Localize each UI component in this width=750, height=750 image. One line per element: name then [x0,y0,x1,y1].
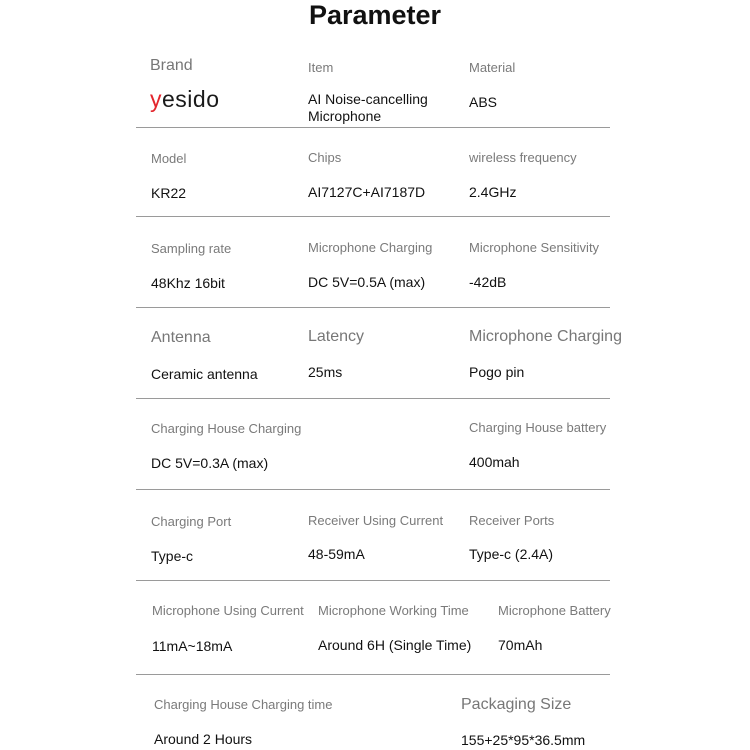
row-divider [136,307,610,308]
yesido-logo [150,86,219,113]
receiver-ports-label: Receiver Ports [469,513,555,528]
chips-label: Chips [308,150,342,165]
row-divider [136,580,610,581]
microphone-working-time-label: Microphone Working Time [318,603,469,618]
page-title: Parameter [308,0,442,30]
material-value: ABS [469,94,498,110]
microphone-using-current-value: 11mA~18mA [152,638,233,654]
logo-initial: y [150,86,162,112]
antenna-value: Ceramic antenna [151,366,258,382]
wireless-frequency-value: 2.4GHz [469,184,517,200]
model-label: Model [151,151,187,166]
row-divider [136,489,610,490]
microphone-charging-label: Microphone Charging [308,240,433,255]
charging-house-charging-time-value: Around 2 Hours [154,731,253,747]
sampling-rate-value: 48Khz 16bit [151,275,225,291]
logo-text [150,86,219,112]
charging-house-charging-label: Charging House Charging [151,421,302,436]
charging-house-charging-value: DC 5V=0.3A (max) [151,455,269,471]
microphone-using-current-label: Microphone Using Current [152,603,304,618]
receiver-using-current-value: 48-59mA [308,546,365,562]
microphone-sensitivity-value: -42dB [469,274,507,290]
charging-house-charging-time-label: Charging House Charging time [154,697,333,712]
packaging-size-value: 155+25*95*36.5mm [461,732,586,748]
row-divider [136,216,610,217]
charging-port-label: Charging Port [151,514,232,529]
row-divider [136,398,610,399]
charging-port-value: Type-c [151,548,194,564]
chips-value: AI7127C+AI7187D [308,184,426,200]
charging-house-battery-value: 400mah [469,454,520,470]
receiver-ports-value: Type-c (2.4A) [469,546,554,562]
row-divider [136,674,610,675]
item-value: AI Noise-cancelling [308,91,428,107]
wireless-frequency-label: wireless frequency [469,150,577,165]
microphone-charging-type-label: Microphone Charging [469,328,622,345]
charging-house-battery-label: Charging House battery [469,420,607,435]
antenna-label: Antenna [151,329,211,346]
receiver-using-current-label: Receiver Using Current [308,513,444,528]
microphone-charging-type-value: Pogo pin [469,364,525,380]
logo-rest: esido [162,86,220,112]
microphone-charging-value: DC 5V=0.5A (max) [308,274,426,290]
microphone-sensitivity-label: Microphone Sensitivity [469,240,600,255]
material-label: Material [469,60,516,75]
microphone-battery-value: 70mAh [498,637,543,653]
row-divider [136,127,610,128]
microphone-battery-label: Microphone Battery [498,603,611,618]
item-label: Item [308,60,334,75]
model-value: KR22 [151,185,187,201]
microphone-working-time-value: Around 6H (Single Time) [318,637,472,653]
sampling-rate-label: Sampling rate [151,241,232,256]
item-value-line2: Microphone [308,108,382,124]
latency-value: 25ms [308,364,343,380]
brand-label: Brand [150,57,193,74]
packaging-size-label: Packaging Size [461,696,572,713]
latency-label: Latency [308,328,365,345]
